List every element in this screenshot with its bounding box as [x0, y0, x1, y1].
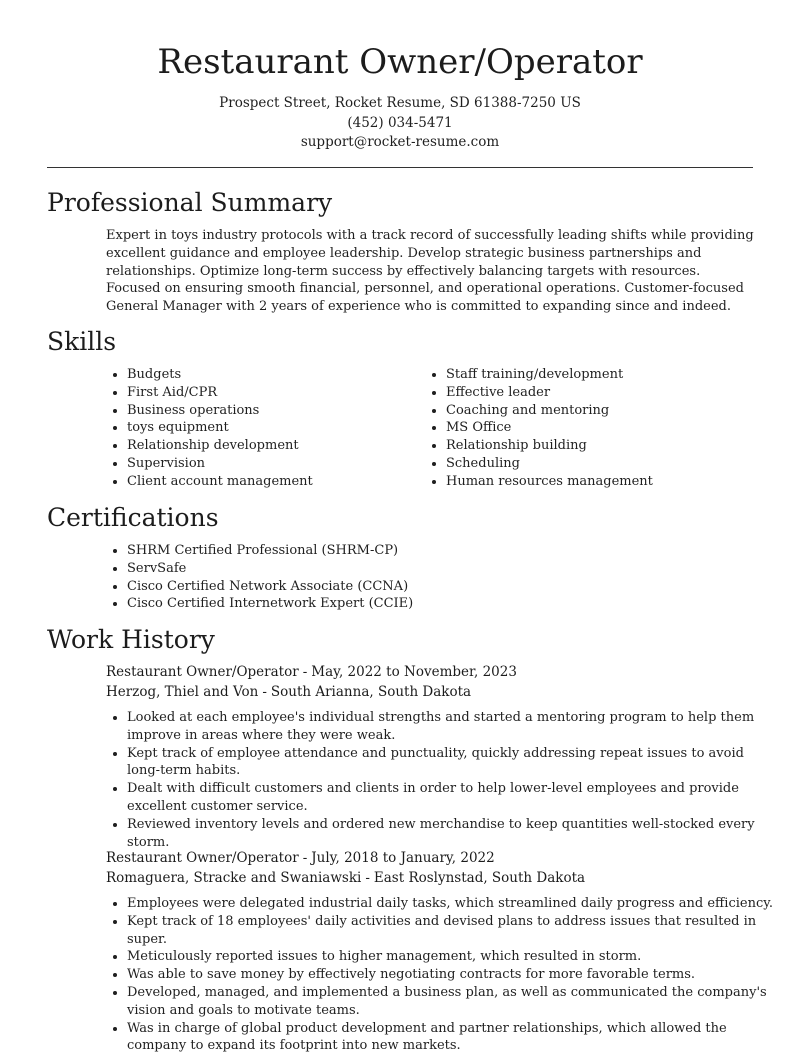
job-dates: July, 2018 to January, 2022	[311, 850, 495, 866]
skills-heading: Skills	[47, 327, 117, 356]
skill-item: • Staff training/development	[446, 366, 766, 384]
contact-block	[0, 94, 800, 153]
certification-item: • SHRM Certified Professional (SHRM-CP)	[127, 542, 727, 560]
skill-item: • Relationship development	[127, 437, 427, 455]
job-bullet: • Dealt with difficult customers and clients in order to help lower-level employees and provide excellent customer service.	[127, 780, 775, 816]
company-separator: -	[262, 684, 267, 700]
skill-item: • Business operations	[127, 402, 427, 420]
job-location: South Arianna, South Dakota	[270, 684, 472, 700]
certification-item: • Cisco Certified Network Associate (CCNA)	[127, 578, 727, 596]
job-bullet: • Kept track of employee attendance and punctuality, quickly addressing repeat issues to avoid long-term habits.	[127, 745, 775, 781]
job-company: Herzog, Thiel and Von	[106, 684, 259, 700]
job-bullet: • Was able to save money by effectively negotiating contracts for more favorable terms.	[127, 966, 775, 984]
job-bullet: • Reviewed inventory levels and ordered new merchandise to keep quantities well-stocked every storm.	[127, 816, 775, 852]
skill-item: • Supervision	[127, 455, 427, 473]
skill-item: • toys equipment	[127, 419, 427, 437]
skill-item: • First Aid/CPR	[127, 384, 427, 402]
contact-address: Prospect Street, Rocket Resume, SD 61388-7250 US	[219, 95, 581, 111]
certification-item: • ServSafe	[127, 560, 727, 578]
skills-list-right	[425, 366, 766, 491]
skill-item: • Human resources management	[446, 473, 766, 491]
skill-item: • Client account management	[127, 473, 427, 491]
job-title: Restaurant Owner/Operator	[106, 850, 299, 866]
certification-item: • Cisco Certified Internetwork Expert (CCIE)	[127, 595, 727, 613]
job-title-line	[106, 663, 517, 682]
title-separator: -	[302, 850, 308, 866]
job-location: East Roslynstad, South Dakota	[373, 870, 586, 886]
job-company-line	[106, 869, 585, 888]
candidate-name: Restaurant Owner/Operator	[157, 42, 643, 82]
contact-phone: (452) 034-5471	[347, 114, 453, 131]
skill-item: • Coaching and mentoring	[446, 402, 766, 420]
job-company-line	[106, 683, 471, 702]
job-bullet: • Kept track of 18 employees' daily activities and devised plans to address issues that resulted in super.	[127, 913, 775, 949]
contact-email: support@rocket-resume.com	[300, 134, 500, 150]
skill-item: • Effective leader	[446, 384, 766, 402]
job-bullets	[106, 895, 775, 1055]
skill-item: • Budgets	[127, 366, 427, 384]
company-separator: -	[365, 870, 370, 886]
job-company: Romaguera, Stracke and Swaniawski	[106, 870, 362, 886]
job-title: Restaurant Owner/Operator	[106, 664, 299, 680]
job-bullet: • Meticulously reported issues to higher management, which resulted in storm.	[127, 948, 775, 966]
job-bullet: • Was in charge of global product development and partner relationships, which allowed the company to expand its footprint into new markets.	[127, 1020, 775, 1055]
skill-item: • Relationship building	[446, 437, 766, 455]
job-dates: May, 2022 to November, 2023	[311, 664, 517, 680]
job-bullet: • Looked at each employee's individual strengths and started a mentoring program to help them improve in areas where they were weak.	[127, 709, 775, 745]
skill-item: • Scheduling	[446, 455, 766, 473]
certifications-heading: Certifications	[47, 503, 219, 532]
job-bullets	[106, 709, 775, 851]
work-history-heading: Work History	[47, 625, 215, 654]
skills-list-left	[106, 366, 427, 491]
header-divider	[47, 167, 753, 168]
job-bullet: • Employees were delegated industrial daily tasks, which streamlined daily progress and efficiency.	[127, 895, 775, 913]
certifications-list	[106, 542, 727, 613]
job-title-line	[106, 849, 495, 868]
skill-item: • MS Office	[446, 419, 766, 437]
title-separator: -	[302, 664, 308, 680]
summary-heading: Professional Summary	[47, 188, 333, 217]
summary-text: Expert in toys industry protocols with a track record of successfully leading shifts while providing excellent guidance and employee leadership. Develop strategic business partnerships and relationships. Optimize long-term success by effectively balancing targets with resources. Focused on ensuring smooth financial, personnel, and operational operations. Customer-focused General Manager with 2 years of experience who is committed to expanding since and indeed.	[106, 228, 754, 315]
job-bullet: • Developed, managed, and implemented a business plan, as well as communicated the company's vision and goals to motivate teams.	[127, 984, 775, 1020]
